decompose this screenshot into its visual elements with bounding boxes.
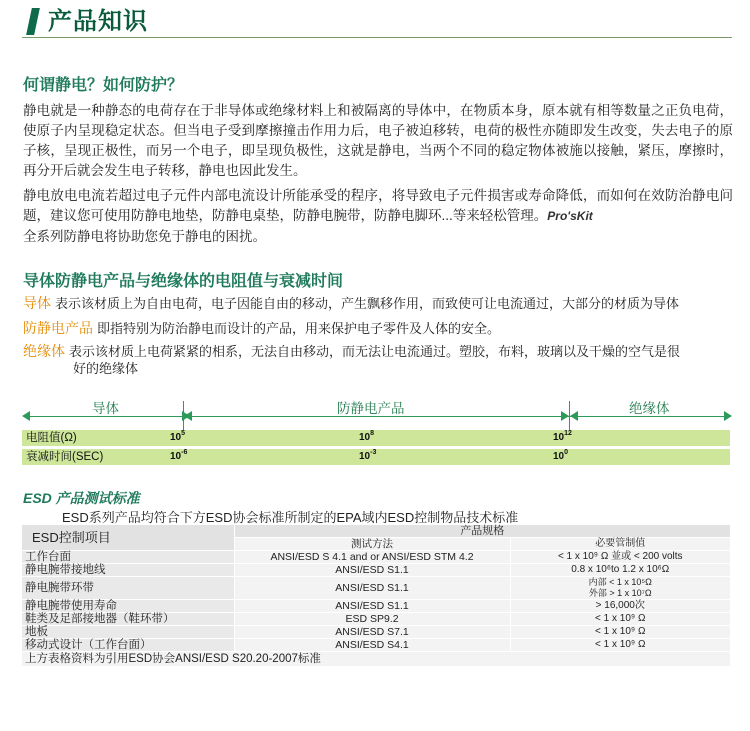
row-value: 内部 < 1 x 10⁵Ω 外部 > 1 x 10⁷Ω — [510, 577, 730, 600]
row-value: < 1 x 10⁹ Ω 並或 < 200 volts — [510, 551, 730, 564]
resistance-value: $10^5$ — [170, 430, 186, 443]
arrow-right-icon — [724, 411, 732, 421]
esd-standards-table — [22, 525, 730, 667]
row-value: < 1 x 10⁹ Ω — [510, 639, 730, 652]
range-axis-line — [26, 416, 726, 417]
row-item: 静电腕带使用寿命 — [22, 600, 234, 613]
header-spec: 产品规格 — [234, 525, 730, 538]
table-row — [22, 551, 730, 564]
decay-label: 衰减时间(SEC) — [26, 451, 104, 463]
conclusion-paragraph: 全系列防静电将协助您免于静电的困扰。 — [23, 229, 266, 244]
range-divider — [569, 401, 570, 431]
row-item: 工作台面 — [22, 551, 234, 564]
arrow-left-icon — [570, 411, 578, 421]
protection-text: 静电放电电流若超过电子元件内部电流设计所能承受的程序，将导致电子元件损害或寿命降低，而如何在效防治静电问题，建议您可使用防静电地垫，防静电桌垫，防静电腕带，防静电脚环...等来轻松管理。 — [23, 188, 733, 223]
row-method: ANSI/ESD S1.1 — [234, 600, 510, 613]
definition-antistatic — [23, 320, 735, 337]
section-heading-static: 何谓静电？如何防护？ — [23, 77, 184, 94]
resistance-value: $10^8$ — [359, 430, 375, 443]
esd-subtitle: ESD系列产品均符合下方ESD协会标准所制定的EPA域内ESD控制物品技术标准 — [62, 510, 519, 525]
arrow-left-icon — [22, 411, 30, 421]
table-row — [22, 639, 730, 652]
definition-insulator — [23, 343, 735, 377]
definition-text: 即指特别为防治静电而设计的产品，用来保护电子零件及人体的安全。 — [97, 321, 501, 336]
row-item: 鞋类及足部接地器（鞋环带） — [22, 613, 234, 626]
table-row — [22, 626, 730, 639]
row-item: 移动式设计（工作台面） — [22, 639, 234, 652]
term-antistatic: 防静电产品 — [23, 320, 93, 336]
table-footnote-row — [22, 652, 730, 667]
row-method: ESD SP9.2 — [234, 613, 510, 626]
row-method: ANSI/ESD S4.1 — [234, 639, 510, 652]
header-method: 测试方法 — [234, 538, 510, 551]
range-label-insulator: 绝缘体 — [629, 401, 670, 416]
header-value: 必要管制值 — [510, 538, 730, 551]
resistance-row — [22, 430, 730, 446]
page-header — [22, 8, 732, 38]
range-divider — [183, 401, 184, 431]
row-item: 静电腕带接地线 — [22, 564, 234, 577]
row-item: 静电腕带环带 — [22, 577, 234, 600]
page-title: 产品知识 — [48, 8, 148, 35]
protection-paragraph — [23, 186, 733, 226]
row-method: ANSI/ESD S1.1 — [234, 577, 510, 600]
term-insulator: 绝缘体 — [23, 343, 65, 359]
definition-text: 表示该材质上为自由电荷，电子因能自由的移动，产生飘移作用，而致使可让电流通过，大部分的材质为导体 — [55, 296, 680, 311]
row-method: ANSI/ESD S1.1 — [234, 564, 510, 577]
arrow-left-icon — [184, 411, 192, 421]
range-label-conductor: 导体 — [92, 401, 119, 416]
range-label-antistatic: 防静电产品 — [337, 401, 405, 416]
row-item: 地板 — [22, 626, 234, 639]
definition-text-cont: 好的绝缘体 — [73, 361, 139, 376]
proskit-logo: Pro'sKit — [547, 209, 593, 223]
row-value: < 1 x 10⁹ Ω — [510, 626, 730, 639]
row-value: 0.8 x 10⁶to 1.2 x 10⁶Ω — [510, 564, 730, 577]
esd-section-title: ESD 产品测试标准 — [23, 490, 140, 506]
table-row — [22, 564, 730, 577]
table-header-row — [22, 525, 730, 538]
decay-value: $10^{-3}$ — [359, 449, 377, 462]
definition-text: 表示该材质上电荷紧紧的相系，无法自由移动，而无法让电流通过。塑胶，布料，玻璃以及干燥的空气是很 — [69, 344, 681, 359]
row-method: ANSI/ESD S7.1 — [234, 626, 510, 639]
resistance-value: $10^{12}$ — [553, 430, 572, 443]
arrow-right-icon — [561, 411, 569, 421]
term-conductor: 导体 — [23, 295, 51, 311]
table-row — [22, 600, 730, 613]
table-footnote: 上方表格资料为引用ESD协会ANSI/ESD S20.20-2007标准 — [22, 652, 730, 667]
decay-value: $10^0$ — [553, 449, 569, 462]
row-value: < 1 x 10⁹ Ω — [510, 613, 730, 626]
decay-value: $10^{-6}$ — [170, 449, 188, 462]
resistance-label: 电阻值(Ω) — [26, 432, 77, 444]
row-value: > 16,000次 — [510, 600, 730, 613]
header-item: ESD控制项目 — [22, 525, 234, 551]
decay-row — [22, 449, 730, 465]
table-row — [22, 577, 730, 600]
header-accent-bar — [26, 8, 40, 35]
section-heading-resistance: 导体防静电产品与绝缘体的电阻值与衰减时间 — [23, 273, 344, 290]
table-row — [22, 613, 730, 626]
static-intro-paragraph: 静电就是一种静态的电荷存在于非导体或绝缘材料上和被隔离的导体中，在物质本身，原本就有相等数量之正负电荷，使原子内呈现稳定状态。但当电子受到摩擦撞击作用力后，电子被迫移转，电荷的极性亦随即发生改变，失去电子的原子核，呈现正极性，而另一个电子，即呈现负极性，这就是静电，当两个不同的稳定物体被施以接触，紧压，摩擦时，再分开后就会发生电子转移，静电也因此发生。 — [23, 103, 733, 178]
row-method: ANSI/ESD S 4.1 and or ANSI/ESD STM 4.2 — [234, 551, 510, 564]
definition-conductor — [23, 295, 735, 312]
